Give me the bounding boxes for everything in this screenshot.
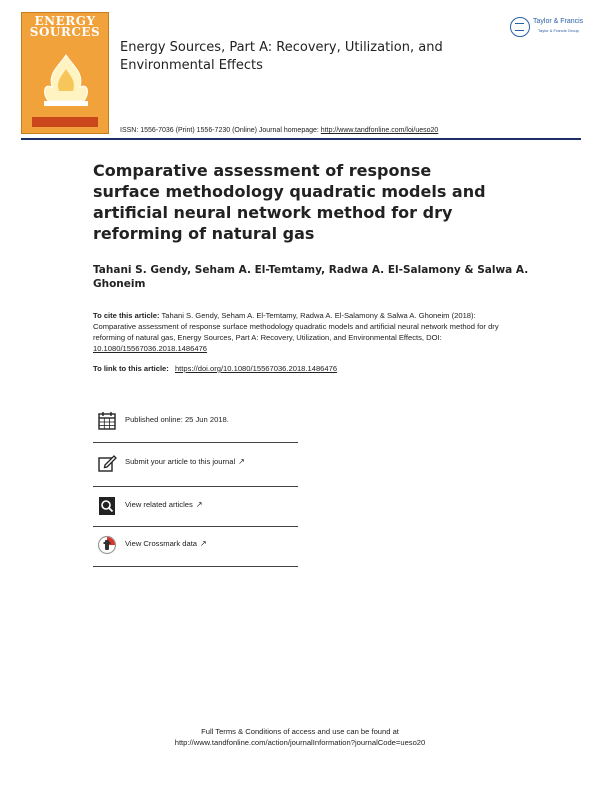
issn-line [120,127,438,134]
header-divider [21,138,581,140]
crossmark-label: View Crossmark data [125,539,198,548]
article-doi-url[interactable]: https://doi.org/10.1080/15567036.2018.1486476 [174,364,338,373]
journal-homepage-link[interactable]: http://www.tandfonline.com/loi/ueso20 [320,127,439,134]
crossmark-icon [97,535,117,555]
article-link-label: To link to this article: [93,364,169,373]
footer-terms-link[interactable]: http://www.tandfonline.com/action/journalInformation?journalCode=ueso20 [174,738,426,747]
citation-label: To cite this article: [93,311,160,320]
submit-article-label: Submit your article to this journal [125,457,236,466]
crossmark-link[interactable] [125,539,207,548]
crossmark-row[interactable] [93,526,298,564]
related-articles-label: View related articles [125,500,193,509]
action-divider [93,566,298,567]
citation-block [93,310,513,354]
cover-title [22,16,108,38]
journal-title: Energy Sources, Part A: Recovery, Utilization, and Environmental Effects [120,40,443,73]
publisher-tagline: Taylor & Francis Group [538,28,579,33]
cover-band [32,117,98,127]
external-link-icon: ↗ [200,539,207,548]
journal-cover-image [21,12,109,134]
footer-terms-text: Full Terms & Conditions of access and use can be found at [201,727,399,736]
cover-title-line2: SOURCES [29,25,101,39]
calendar-icon [97,411,117,431]
doi-link[interactable]: 10.1080/15567036.2018.1486476 [93,344,208,353]
publisher-logo-icon [510,17,530,37]
footer [100,726,500,748]
citation-text: Tahani S. Gendy, Seham A. El-Temtamy, Radwa A. El-Salamony & Salwa A. Ghoneim (2018): Comparative assessment of response surface methodology quadratic models and artificial neural network method for dry reforming of natural gas, Energy Sources, Part A: Recovery, Utilization, and Environmental Effects, DOI: [93,311,499,342]
cover-title-line1: ENERGY [34,14,96,28]
search-document-icon [97,496,117,516]
article-title: Comparative assessment of response surface methodology quadratic models and artificial neural network method for dry reforming of natural gas [93,161,486,243]
article-link-line [93,364,337,373]
issn-text: ISSN: 1556-7036 (Print) 1556-7230 (Online) Journal homepage: [120,127,319,134]
published-online-label: Published online: 25 Jun 2018. [125,415,229,424]
submit-article-row[interactable] [93,444,298,482]
action-divider [93,442,298,443]
flame-icon [36,53,96,109]
edit-icon [97,453,117,473]
submit-article-link[interactable] [125,457,245,466]
article-authors: Tahani S. Gendy, Seham A. El-Temtamy, Radwa A. El-Salamony & Salwa A. Ghoneim [93,264,529,290]
related-articles-row[interactable] [93,487,298,525]
external-link-icon: ↗ [195,500,203,509]
related-articles-link[interactable] [125,500,203,509]
external-link-icon: ↗ [238,457,245,466]
publisher-logo[interactable] [510,16,584,38]
publisher-name: Taylor & Francis [533,18,584,25]
published-online-row [93,402,298,440]
